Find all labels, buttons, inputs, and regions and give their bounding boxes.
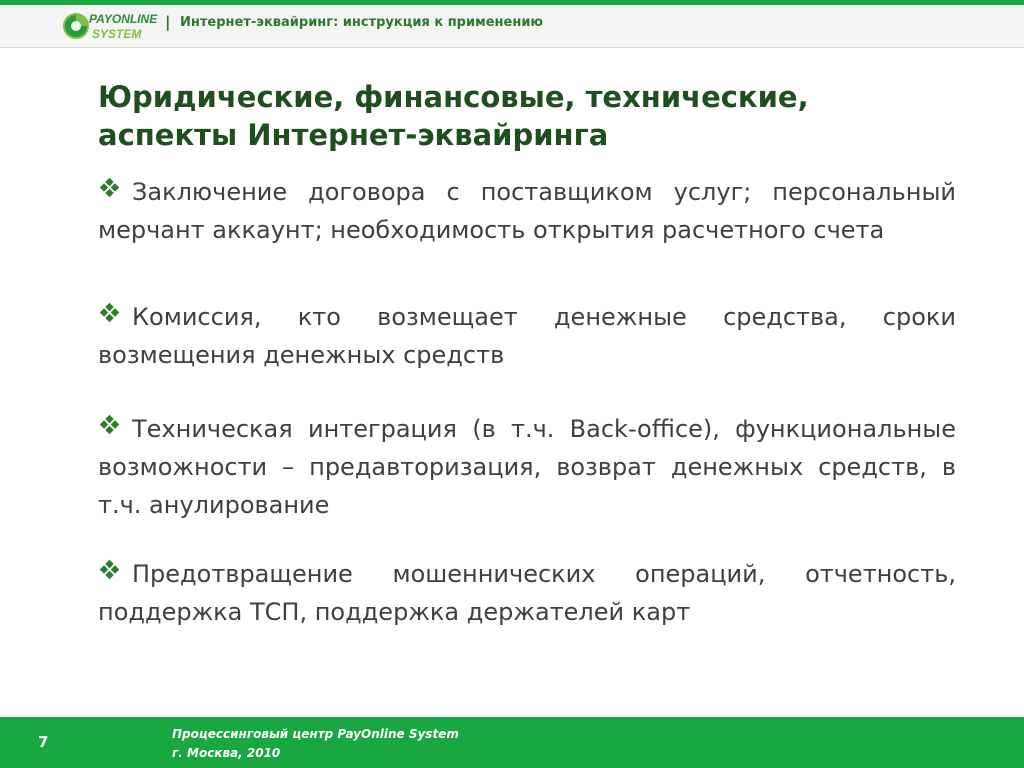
diamond-bullet-icon <box>98 178 122 198</box>
bullet-item-3 <box>98 410 956 524</box>
bullet-text-2: Комиссия, кто возмещает денежные средства, сроки возмещения денежных средств <box>98 303 956 369</box>
bullet-item-2 <box>98 298 956 374</box>
page-number: 7 <box>38 733 49 751</box>
diamond-bullet-icon <box>98 560 122 580</box>
payonline-logo-icon <box>62 8 162 44</box>
slide-footer <box>0 717 1024 768</box>
header-separator: | <box>165 13 171 31</box>
logo-text-bottom: SYSTEM <box>92 27 142 41</box>
slide-title <box>98 78 918 154</box>
bullet-text-1: Заключение договора с поставщиком услуг; персональный мерчант аккаунт; необходимость открытия расчетного счета <box>98 178 956 244</box>
logo-text-top: PAYONLINE <box>89 12 158 26</box>
footer-company: Процессинговый центр PayOnline System <box>172 727 459 741</box>
header-title: Интернет-эквайринг: инструкция к применению <box>180 15 544 30</box>
bullet-text-3: Техническая интеграция (в т.ч. Back-office), функциональные возможности – предавторизация, возврат денежных средств, в т.ч. анулирование <box>98 415 956 519</box>
bullet-item-1 <box>98 173 956 249</box>
bullet-item-4 <box>98 555 956 631</box>
slide-title-line-2: аспекты Интернет-эквайринга <box>98 118 609 152</box>
diamond-bullet-icon <box>98 303 122 323</box>
diamond-bullet-icon <box>98 415 122 435</box>
slide-title-line-1: Юридические, финансовые, технические, <box>98 80 809 114</box>
bullet-text-4: Предотвращение мошеннических операций, отчетность, поддержка ТСП, поддержка держателей карт <box>98 560 956 626</box>
slide-header <box>0 5 1024 48</box>
footer-location-year: г. Москва, 2010 <box>172 746 281 760</box>
